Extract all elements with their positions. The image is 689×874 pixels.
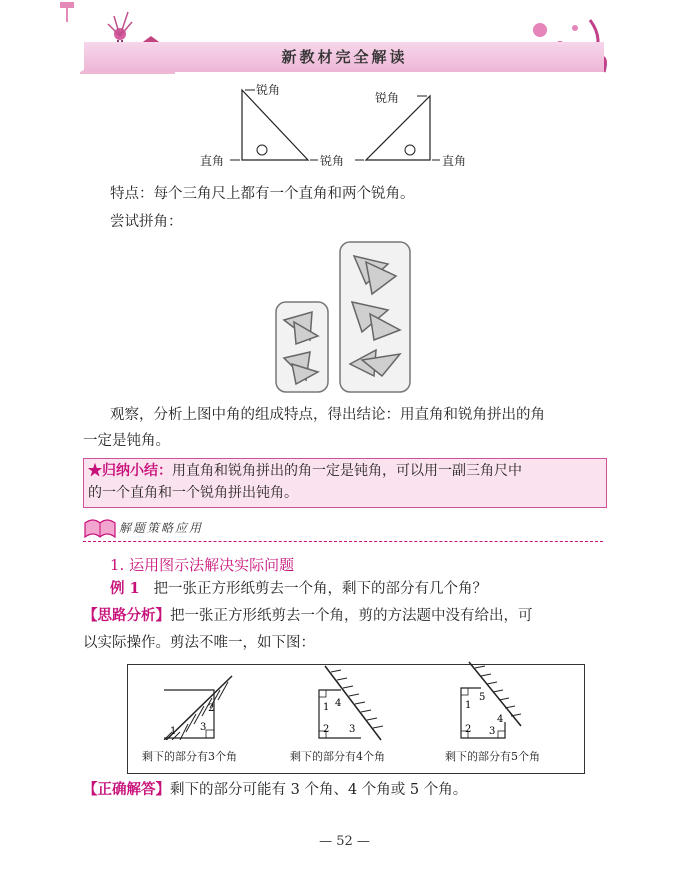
answer-label: 【正确解答】 — [83, 781, 170, 798]
angle-number: 2 — [465, 724, 472, 735]
analysis-line-1 — [83, 603, 533, 629]
observation-line-2: 一定是钝角。 — [83, 433, 170, 449]
angle-number: 2 — [208, 703, 215, 714]
cut-figure-5-angles — [455, 660, 555, 742]
angle-number: 2 — [323, 724, 330, 735]
angle-number: 3 — [489, 726, 496, 737]
section-title: 1. 运用图示法解决实际问题 — [110, 556, 295, 574]
combined-set-squares-photo — [270, 240, 415, 395]
example-label: 例 1 — [110, 580, 140, 597]
page-number: — 52 — — [319, 834, 370, 849]
page-header-title: 新教材完全解读 — [281, 48, 408, 66]
angle-number: 3 — [349, 724, 356, 735]
right-triangle-hole — [405, 145, 415, 155]
cut-figure-4-caption: 剩下的部分有4个角 — [290, 750, 385, 763]
label-left-acute: 锐角 — [256, 83, 281, 97]
strategy-divider — [83, 541, 603, 543]
cut-figure-3-caption: 剩下的部分有3个角 — [142, 750, 237, 763]
analysis-line-2: 以实际操作。剪法不唯一，如下图： — [83, 635, 315, 651]
observation-line-1: 观察，分析上图中角的组成特点，得出结论：用直角和锐角拼出的角 — [110, 407, 545, 423]
left-triangle — [242, 90, 308, 160]
cut-figure-3-angles — [150, 668, 250, 740]
answer-text: 剩下的部分可能有 3 个角、4 个角或 5 个角。 — [170, 782, 468, 798]
angle-number: 4 — [335, 698, 342, 709]
cut-figure-5-caption: 剩下的部分有5个角 — [445, 750, 540, 763]
label-middle-acute: 锐角 — [320, 154, 345, 168]
angle-number: 5 — [479, 692, 486, 703]
answer-line — [83, 777, 467, 803]
angle-number: 1 — [170, 726, 177, 737]
cut-figure-4-angles — [305, 662, 405, 742]
summary-label: ★归纳小结： — [88, 463, 172, 479]
summary-line-2: 的一个直角和一个锐角拼出钝角。 — [88, 485, 298, 501]
angle-number: 3 — [200, 722, 207, 733]
feature-text: 特点：每个三角尺上都有一个直角和两个锐角。 — [110, 186, 415, 202]
analysis-label: 【思路分析】 — [83, 607, 170, 624]
angle-number: 1 — [465, 700, 472, 711]
angle-number: 1 — [323, 702, 330, 713]
label-left-right-angle: 直角 — [200, 154, 225, 168]
summary-line-1: 用直角和锐角拼出的角一定是钝角，可以用一副三角尺中 — [172, 463, 522, 479]
example-text: 把一张正方形纸剪去一个角，剩下的部分有几个角？ — [153, 581, 487, 597]
left-triangle-hole — [257, 145, 267, 155]
strategy-title: 解题策略应用 — [119, 521, 204, 535]
summary-text — [88, 460, 603, 504]
right-triangle — [366, 96, 430, 160]
label-right-right-angle: 直角 — [442, 154, 467, 168]
angle-number: 4 — [497, 714, 504, 725]
page-header — [0, 0, 689, 75]
label-right-acute: 锐角 — [375, 91, 400, 105]
open-book-icon — [83, 515, 117, 541]
try-combine-text: 尝试拼角： — [110, 214, 183, 230]
example-line — [110, 576, 487, 602]
set-square-diagram — [190, 80, 490, 175]
analysis-text-1: 把一张正方形纸剪去一个角，剪的方法题中没有给出，可 — [170, 608, 533, 624]
